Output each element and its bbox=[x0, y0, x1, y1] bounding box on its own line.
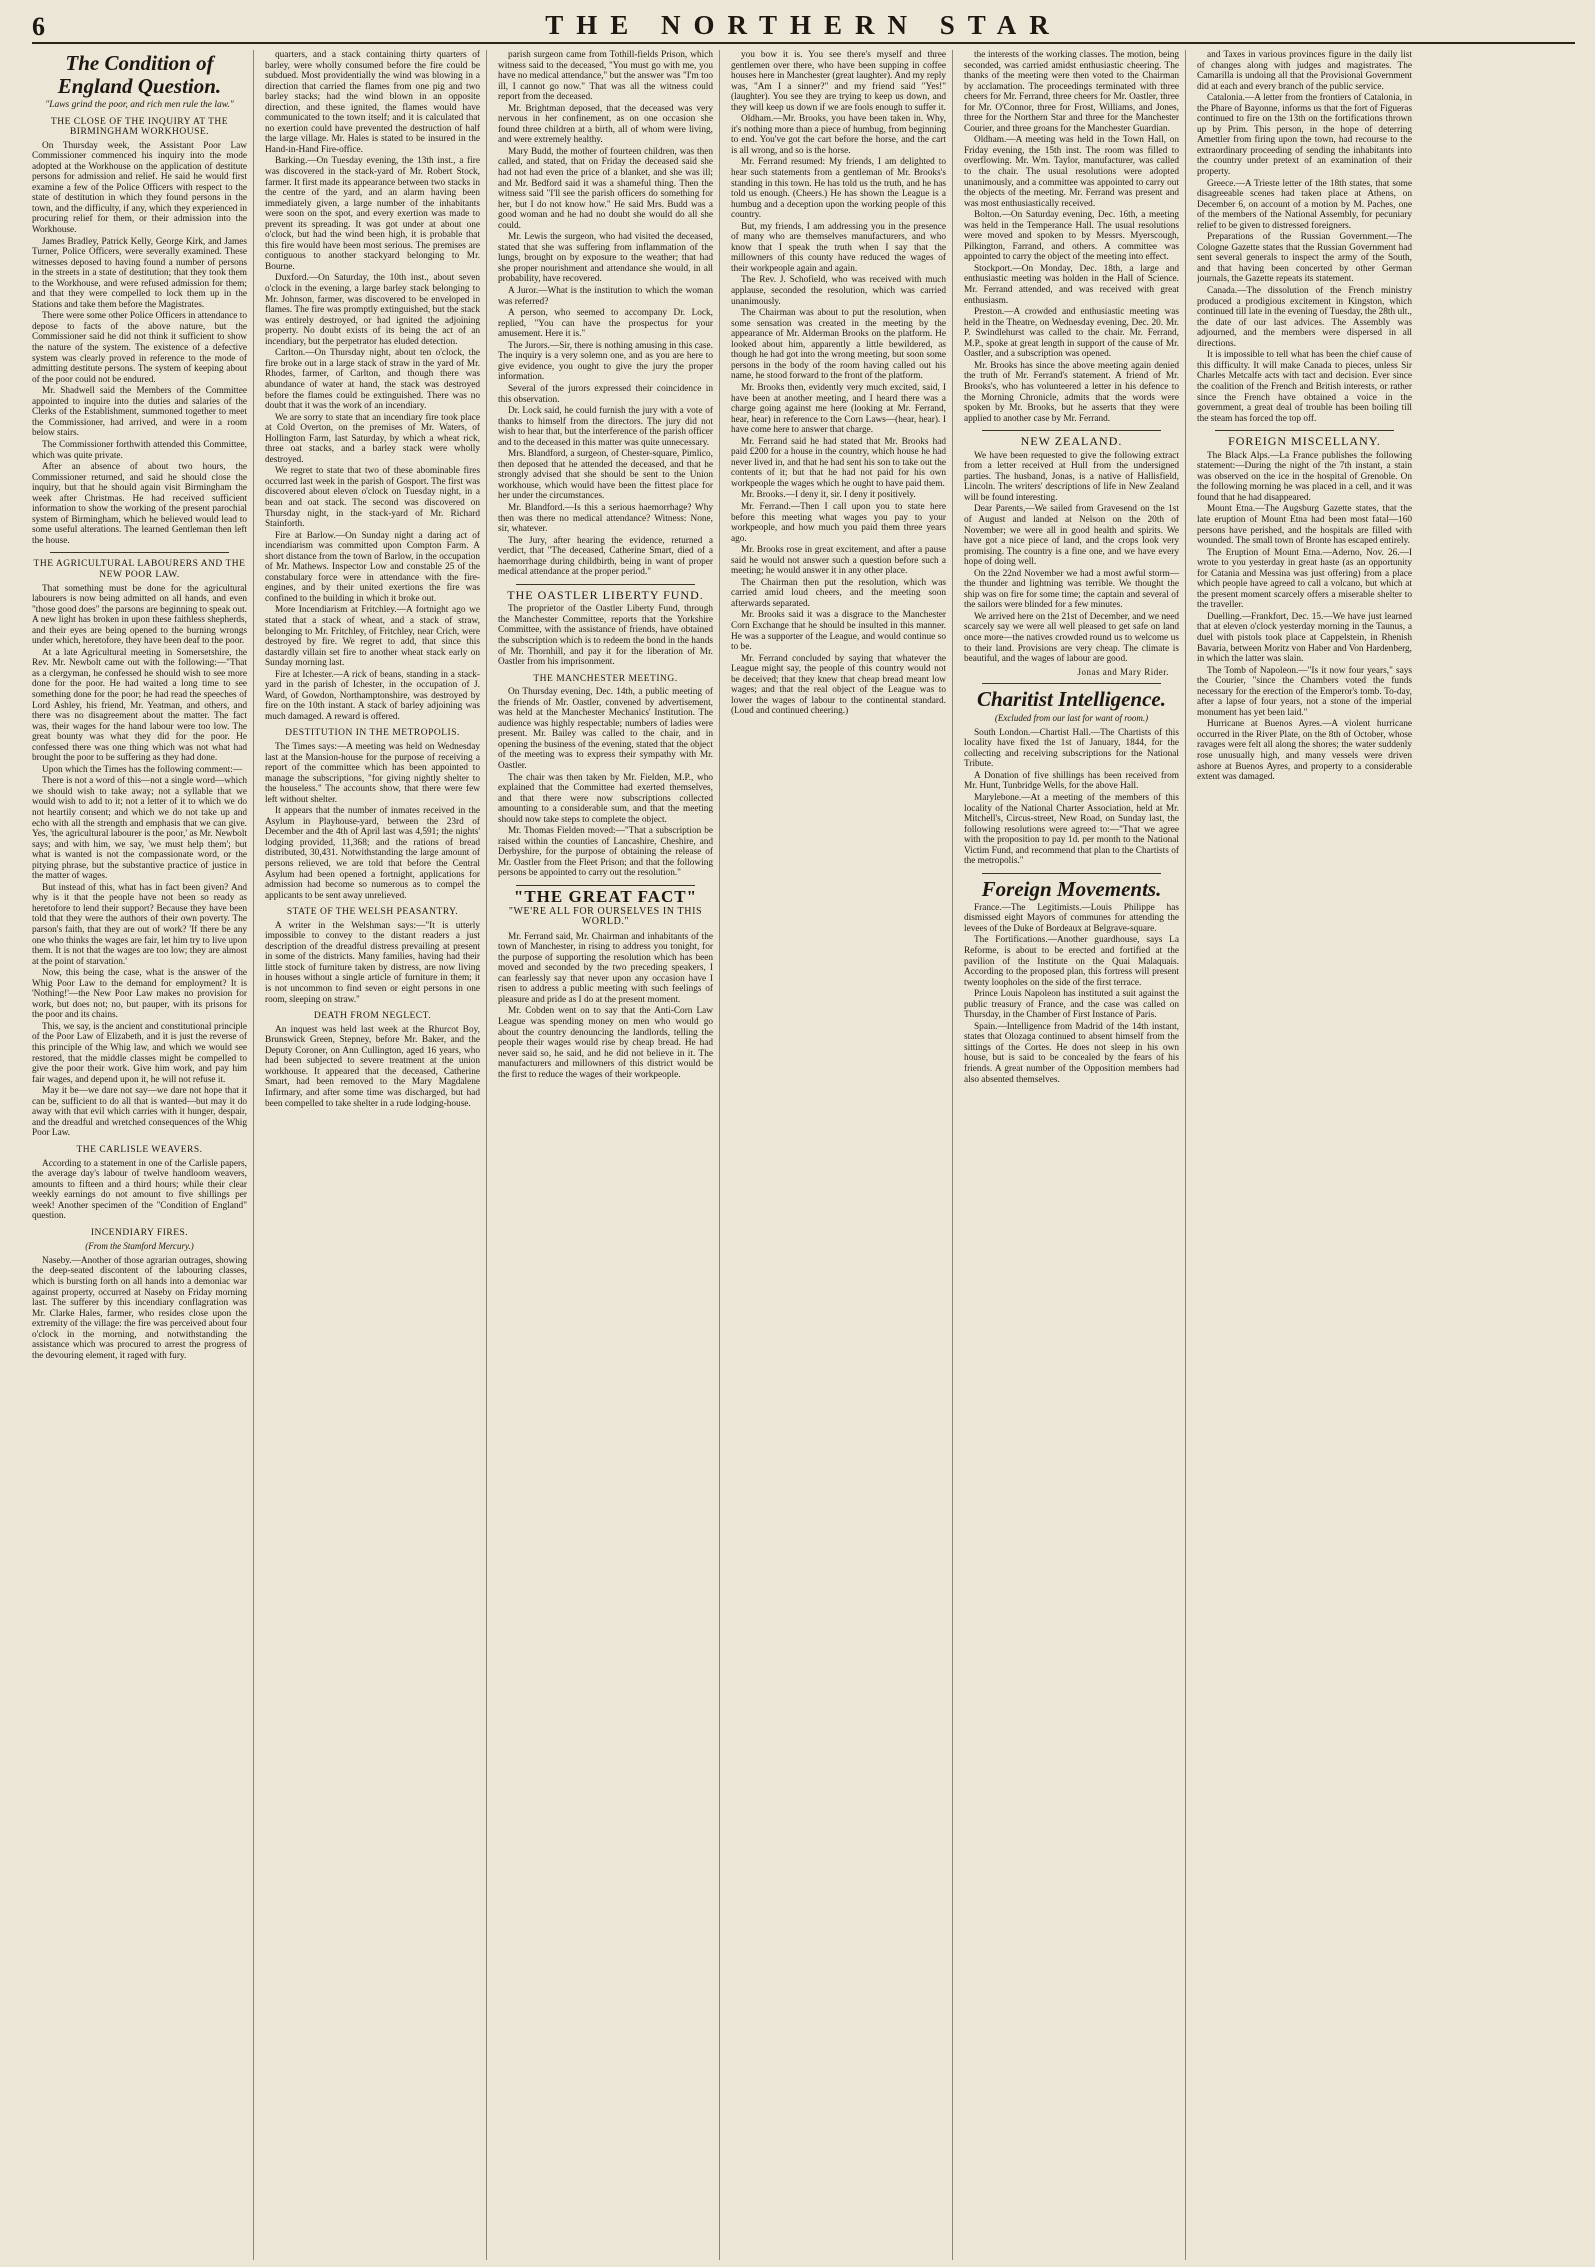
article-subhead: DEATH FROM NEGLECT. bbox=[313, 1011, 432, 1022]
paragraph: An inquest was held last week at the Rhurcot Boy, Brunswick Green, Stepney, before Mr. Baker, and the Deputy Coroner, on Ann Cullington, aged 16 years, who had been subjected to severe treatment at the union workhouse. It appeared that the deceased, Catherine Smart, had been removed to the Mary Magdalene Infirmary, and after some time was discharged, but had been compelled to take shelter in a rude lodging-house. bbox=[265, 1024, 480, 1109]
divider bbox=[982, 873, 1161, 874]
paragraph: Mr. Cobden went on to say that the Anti-Corn Law League was spending money on men who would go about the country denouncing the landlords, telling the people their wages would rise by cheap bread. He had never said so, he said, and he did not believe in it. The manufacturers and millowners of this district would be the first to reduce the wages of their workpeople. bbox=[498, 1006, 713, 1080]
section-heading: Foreign Movements. bbox=[981, 876, 1162, 901]
paragraph: But, my friends, I am addressing you in the presence of many who are themselves manufacturers, and who know that I speak the truth when I say that the millowners of this county have reduced the wages of their workpeople again and again. bbox=[731, 221, 946, 274]
paragraph: Marylebone.—At a meeting of the members of this locality of the National Charter Association, held at Mr. Mitchell's, Circus-street, New Road, on Sunday last, the following resolutions were agreed to:—"That we agree with the proposition to pay 1d. per month to the National Victim Fund, and recommend that plan to the Chartists of the metropolis." bbox=[964, 793, 1179, 867]
article-title: FOREIGN MISCELLANY. bbox=[1228, 434, 1381, 449]
paragraph: Naseby.—Another of those agrarian outrages, showing the deep-seated discontent of the labouring classes, which is bursting forth on all hands into a demoniac war against property, occurred at Naseby on Friday morning last. The sufferer by this incendiary conflagration was Mr. Clarke Hales, farmer, who resides close upon the extremity of the village: the fire was perceived about four o'clock in the morning, and notwithstanding the assistance which was procured to arrest the progress of the devouring element, it raged with fury. bbox=[32, 1255, 247, 1361]
paragraph: More Incendiarism at Fritchley.—A fortnight ago we stated that a stack of wheat, and a stack of straw, belonging to Mr. Fritchley, of Fritchley, near Crich, were destroyed by fire. We regret to add, that since this dastardly villain set fire to another wheat stack early on Sunday morning last. bbox=[265, 605, 480, 669]
paragraph: After an absence of about two hours, the Commissioner returned, and said he should close the inquiry, but that he should again visit Birmingham the week after Christmas. He had received sufficient information to show the working of the present parochial system of Birmingham, which he believed would lead to some useful alterations. The learned Gentleman then left the house. bbox=[32, 462, 247, 546]
article-subtitle: "WE'RE ALL FOR OURSELVES IN THIS WORLD." bbox=[508, 905, 703, 928]
paragraph: We are sorry to state that an incendiary fire took place at Cold Overton, on the premises of Mr. Waters, of Hollington Farm, last Saturday, by which a wheat rick, three oat stacks, and a barley stack were wholly destroyed. bbox=[265, 412, 480, 465]
masthead bbox=[32, 10, 1575, 44]
paragraph: Mr. Blandford.—Is this a serious haemorrhage? Why then was there no medical attendance? Witness: None, sir, whatever. bbox=[498, 502, 713, 535]
paragraph: Oldham.—A meeting was held in the Town Hall, on Friday evening, the 15th inst. The room was filled to overflowing. Mr. Wm. Taylor, manufacturer, was called to the chair. The usual resolutions were adopted unanimously, and a committee was appointed to carry out the objects of the meeting. Mr. Ferrand was present and was most enthusiastically received. bbox=[964, 135, 1179, 209]
paragraph: Now, this being the case, what is the answer of the Whig Poor Law to the demand for employment? It is 'Nothing!'—the New Poor Law makes no provision for work, but does not; no, but pauper, with its prisons for the poor and its chains. bbox=[32, 968, 247, 1021]
paragraph: A writer in the Welshman says:—"It is utterly impossible to convey to the distant readers a just description of the dreadful distress prevailing at present in some of the districts. Many families, having had their little stock of furniture taken by distress, are now living in houses without a single article of furniture in them; it is not uncommon to find seven or eight persons in one room, sleeping on straw." bbox=[265, 920, 480, 1005]
paragraph: Upon which the Times has the following comment:— bbox=[42, 764, 243, 775]
article-subhead: DESTITUTION IN THE METROPOLIS. bbox=[285, 728, 460, 739]
divider bbox=[1215, 430, 1394, 431]
paragraph: We arrived here on the 21st of December, and we need scarcely say we were all well pleased to get safe on land once more—the natives crowded round us to welcome us to their land. Provisions are very cheap. The climate is beautiful, and the wages of labour are good. bbox=[964, 611, 1179, 665]
paragraph: Duelling.—Frankfort, Dec. 15.—We have just learned that at eleven o'clock yesterday morning in the Taunus, a duel with pistols took place at Cappelstein, in Rhenish Bavaria, between Moritz von Haber and Von Hardenberg, in which the latter was slain. bbox=[1197, 611, 1412, 665]
column-4 bbox=[731, 50, 953, 2260]
article-subhead: THE MANCHESTER MEETING. bbox=[533, 673, 678, 684]
paragraph: Mr. Ferrand.—Then I call upon you to state here before this meeting what wages you pay to your workpeople, and how much you paid them three years ago. bbox=[731, 501, 946, 544]
paragraph: Mr. Lewis the surgeon, who had visited the deceased, stated that she was suffering from inflammation of the lungs, brought on by exposure to the weather; that had she proper nourishment and attendance she would, in all probability, have recovered. bbox=[498, 232, 713, 285]
paragraph: According to a statement in one of the Carlisle papers, the average day's labour of twelve handloom weavers, amounts to fifteen and a third hours; while their clear weekly earnings do not amount to five shillings per week! Another specimen of the "Condition of England" question. bbox=[32, 1158, 247, 1222]
paragraph: Prince Louis Napoleon has instituted a suit against the public treasury of France, and the case was called on Thursday, in the Chamber of First Instance of Paris. bbox=[964, 989, 1179, 1021]
paragraph: We have been requested to give the following extract from a letter received at Hull from the undersigned parties. The husband, Jonas, is a native of Hallisfield, Lincoln. The writers' descriptions of life in New Zealand will be found interesting. bbox=[964, 450, 1179, 503]
paragraph: Mount Etna.—The Augsburg Gazette states, that the late eruption of Mount Etna had been most fatal—160 persons have perished, and the hospitals are filled with wounded. The small town of Bronte has escaped entirely. bbox=[1197, 504, 1412, 547]
paragraph: Mary Budd, the mother of fourteen children, was then called, and stated, that on Friday the deceased said she had not had even the price of a blanket, and she was ill; and Mr. Bedford said it was a shameful thing. Then the witness said "I'll see the parish officers do something for her, but I do not know how." He said Mrs. Budd was a good woman and he had no doubt she would do all she could. bbox=[498, 146, 713, 231]
divider bbox=[50, 552, 229, 553]
article-title: THE OASTLER LIBERTY FUND. bbox=[507, 587, 704, 602]
motto: "Laws grind the poor, and rich men rule the law." bbox=[45, 100, 234, 110]
paragraph: Mr. Ferrand concluded by saying that whatever the League might say, the people of this country would not be deceived; that they knew that cheap bread meant low wages; and that the real object of the League was to lower the wages of labour to the continental standard. (Loud and continued cheering.) bbox=[731, 653, 946, 717]
paragraph: France.—The Legitimists.—Louis Philippe has dismissed eight Mayors of communes for attending the levees of the Duke of Bordeaux at Belgrave-square. bbox=[964, 902, 1179, 934]
paragraph: A Juror.—What is the institution to which the woman was referred? bbox=[498, 286, 713, 307]
page-number: 6 bbox=[32, 12, 45, 41]
paragraph: Mr. Shadwell said the Members of the Committee appointed to inquire into the duties and salaries of the Clerks of the Establishment, summoned together to meet the Commissioner, had arrived, and were in a room below stairs. bbox=[32, 386, 247, 439]
paragraph: The Times says:—A meeting was held on Wednesday last at the Mansion-house for the purpose of receiving a report of the committee which has been appointed to manage the subscriptions, "for giving nightly shelter to the houseless." The accounts show, that there were few left without shelter. bbox=[265, 742, 480, 805]
paragraph: Mr. Brooks said it was a disgrace to the Manchester Corn Exchange that he should be insulted in this manner. He was a supporter of the League, and would continue so to be. bbox=[731, 610, 946, 653]
paragraph: On Thursday evening, Dec. 14th, a public meeting of the friends of Mr. Oastler, convened by advertisement, was held at the Manchester Mechanics' Institution. The audience was highly respectable; numbers of ladies were present. Mr. Bailey was called to the chair, and in opening the business of the evening, stated that the object of the meeting was to express their sympathy with Mr. Oastler. bbox=[498, 687, 713, 771]
article-title: NEW ZEALAND. bbox=[1020, 434, 1123, 449]
paragraph: Hurricane at Buenos Ayres.—A violent hurricane occurred in the River Plate, on the 8th of October, whose ravages were felt all along the shores; the water suddenly rose unusually high, and many vessels were driven ashore at Buenos Ayres, and property to a considerable extent was damaged. bbox=[1197, 719, 1412, 783]
paragraph: Mr. Ferrand said he had stated that Mr. Brooks had paid £200 for a house in the country, which house he had never lived in, and that he had sent his son to take out the contents of it; but that he had not paid for his own workpeople the wages which he ought to have paid them. bbox=[731, 436, 946, 489]
column-5 bbox=[964, 50, 1186, 2260]
section-heading: The Condition of England Question. bbox=[57, 51, 222, 98]
paragraph: Carlton.—On Thursday night, about ten o'clock, the fire broke out in a large stack of straw in the yard of Mr. Rhodes, farmer, of Carlton, and though there was abundance of water at hand, the stack was destroyed before the flames could be extinguished. There was no doubt that it was the work of an incendiary. bbox=[265, 348, 480, 412]
paragraph: Duxford.—On Saturday, the 10th inst., about seven o'clock in the evening, a large barley stack belonging to Mr. Johnson, farmer, was discovered to be enveloped in flames. The fire was promptly extinguished, but the stack was entirely destroyed, or had ignited the adjoining property. No doubt exists of its being the act of an incendiary, but the perpetrator has eluded detection. bbox=[265, 273, 480, 347]
article-subhead: THE CLOSE OF THE INQUIRY AT THE BIRMINGHAM WORKHOUSE. bbox=[50, 116, 229, 138]
divider bbox=[982, 430, 1161, 431]
paragraph: Mr. Thomas Fielden moved:—"That a subscription be raised within the counties of Lancashire, Cheshire, and Derbyshire, for the purpose of obtaining the release of Mr. Oastler from the Fleet Prison; and that the following persons be appointed to carry out the resolution." bbox=[498, 826, 713, 879]
newspaper-title: THE NORTHERN STAR bbox=[545, 10, 1062, 40]
paragraph: quarters, and a stack containing thirty quarters of barley, were wholly consumed before the fire could be subdued. Most providentially the wind was blowing in a direction that carried the flames from one pig and two barley stacks; had the wind blown in an opposite direction, and these ignited, the flames would have communicated to the town itself; and it is calculated that no exertion could have prevented the destruction of half the large village. Mr. Hales is stated to be insured in the Hand-in-Hand Fire-office. bbox=[265, 50, 480, 155]
paragraph: Fire at Ichester.—A rick of beans, standing in a stack-yard in the parish of Ichester, in the occupation of J. Ward, of Gowdon, Northamptonshire, was destroyed by fire on the 10th instant. A stack of barley adjoining was much damaged. A reward is offered. bbox=[265, 669, 480, 722]
paragraph: A person, who seemed to accompany Dr. Lock, replied, "You can have the prospectus for your amusement. Here it is." bbox=[498, 308, 713, 340]
source-note: (From the Stamford Mercury.) bbox=[85, 1241, 194, 1252]
paragraph: The Commissioner forthwith attended this Committee, which was quite private. bbox=[32, 439, 247, 461]
paragraph: James Bradley, Patrick Kelly, George Kirk, and James Turner, Police Officers, were severally examined. These witnesses deposed to having found a number of persons in the streets in a state of destitution; that they took them to the Workhouse, and were refused admission for them; and that they were compelled to lock them up in the Stations and take them before the Magistrates. bbox=[32, 236, 247, 310]
paragraph: The Fortifications.—Another guardhouse, says La Reforme, is about to be erected and fortified at the pavilion of the Institute on the Quai Malaquais. According to the proposed plan, this fortress will present twenty loopholes on the side of the first terrace. bbox=[964, 935, 1179, 988]
paragraph: Mrs. Blandford, a surgeon, of Chester-square, Pimlico, then deposed that he attended the deceased, and that he strongly advised that she should be sent to the Union workhouse, which would have been the fittest place for her under the circumstances. bbox=[498, 449, 713, 502]
article-subhead: THE AGRICULTURAL LABOURERS AND THE NEW POOR LAW. bbox=[33, 559, 246, 580]
paragraph: you bow it is. You see there's myself and three gentlemen over there, who have been supping in coffee houses here in Manchester (great laughter). And my reply was, "Am I a sinner?" and my friend said "Yes!" (laughter). You see they are trying to keep us down, and they will keep us down if we are fools enough to suffer it. bbox=[731, 50, 946, 113]
paragraph: Several of the jurors expressed their coincidence in this observation. bbox=[498, 383, 713, 405]
column-1 bbox=[32, 50, 254, 2260]
paragraph: Dr. Lock said, he could furnish the jury with a vote of thanks to himself from the directors. The jury did not wish to hear that, but the interference of the parish officer and to the deceased in this matter was quite unnecessary. bbox=[498, 406, 713, 448]
paragraph: Greece.—A Trieste letter of the 18th states, that some disagreeable scenes had taken place at Athens, on December 6, on account of a motion by M. Paches, one of the members of the National Assembly, for pecuniary relief to be given to distressed foreigners. bbox=[1197, 178, 1412, 231]
paragraph: and Taxes in various provinces figure in the daily list of changes along with judges and magistrates. The Camarilla is undoing all that the Provisional Government did at each and every branch of the public service. bbox=[1197, 50, 1412, 92]
column-2 bbox=[265, 50, 487, 2260]
paragraph: But instead of this, what has in fact been given? And why is it that the people have not been so ready as heretofore to lend their support? Because they have been told that they were the authors of their own poverty. The parson's faith, that they are out of work? 'If there be any one who thinks the wages are fair, let him try to live upon them. It is not that the wages are too low; they are almost at the point of starvation.' bbox=[32, 882, 247, 967]
paragraph: The Jury, after hearing the evidence, returned a verdict, that "The deceased, Catherine Smart, died of a haemorrhage during childbirth, being in want of proper medical attendance at the proper period." bbox=[498, 535, 713, 578]
article-title: "THE GREAT FACT" bbox=[513, 887, 698, 907]
paragraph: Stockport.—On Monday, Dec. 18th, a large and enthusiastic meeting was holden in the Hall of Science. Mr. Ferrand attended, and was received with great enthusiasm. bbox=[964, 263, 1179, 306]
columns bbox=[32, 50, 1575, 2260]
section-heading: Charitist Intelligence. bbox=[976, 687, 1167, 712]
article-subhead: STATE OF THE WELSH PEASANTRY. bbox=[286, 907, 459, 918]
paragraph: The Jurors.—Sir, there is nothing amusing in this case. The inquiry is a very solemn one, and as you are here to give evidence, you ought to give the jury the proper information. bbox=[498, 340, 713, 383]
column-3 bbox=[498, 50, 720, 2260]
paragraph: On Thursday week, the Assistant Poor Law Commissioner commenced his inquiry into the mode adopted at the Workhouse on the application of destitute persons for admission and relief. He said he would first examine a few of the Police Officers with respect to the state of destitution in which they found persons in the town, and the difficulty, if any, which they experienced in procuring relief for them, or their admission into the Workhouse. bbox=[32, 140, 247, 236]
divider bbox=[982, 683, 1161, 684]
paragraph: There is not a word of this—not a single word—which we should wish to take away; not a syllable that we would wish to add to it; not a letter of it to which we do not heartily consent; and which we do not take up and echo with all the strength and emphasis that we can give. Yes, 'the agricultural labourer is the poor,' as Mr. Newbolt says; and with him, we say, 'we must help them'; but what is wanted is not the compassionate word, or the pitying phrase, but the substantive practice of justice in the matter of wages. bbox=[32, 776, 247, 882]
paragraph: Mr. Brooks then, evidently very much excited, said, I have been at another meeting, and I heard there was a charge going against me here (looking at Mr. Ferrand, hear, hear) in reference to the Corn Laws—(hear, hear). I have come here to answer that charge. bbox=[731, 382, 946, 436]
paragraph: Canada.—The dissolution of the French ministry produced a prodigious excitement in Kingston, which continued till late in the evening of Tuesday, the 28th ult., the date of our last advices. The Assembly was adjourned, and the members were dispersed in all directions. bbox=[1197, 286, 1412, 349]
paragraph: Fire at Barlow.—On Sunday night a daring act of incendiarism was committed upon Compton Farm. A short distance from the town of Barlow, in the occupation of Mr. Mathews. Inspector Low and constable 25 of the constabulary force were in attendance with the fire-engines, and by their united exertions the fire was confined to the building in which it broke out. bbox=[265, 530, 480, 604]
paragraph: the interests of the working classes. The motion, being seconded, was carried amidst enthusiastic cheering. The thanks of the meeting were then voted to the Chairman by acclamation. The proceedings terminated with three cheers for Mr. Ferrand, three cheers for Mr. Oastler, three for Mr. O'Connor, three for Frost, Williams, and Jones, three for the Northern Star and three for the Manchester Courier, and three groans for the Manchester Guardian. bbox=[964, 50, 1179, 134]
paragraph: Preston.—A crowded and enthusiastic meeting was held in the Theatre, on Wednesday evening, Dec. 20. Mr. P. Swindlehurst was called to the chair. Mr. Ferrand, M.P., spoke at great length in support of the cause of Mr. Oastler, and a subscription was opened. bbox=[964, 307, 1179, 360]
paragraph: Preparations of the Russian Government.—The Cologne Gazette states that the Russian Government had sent several generals to inspect the army of the South, and that having been concerted by other German journals, the Gazette repeats its statement. bbox=[1197, 232, 1412, 285]
paragraph: Catalonia.—A letter from the frontiers of Catalonia, in the Phare of Bayonne, informs us that the fort of Figueras continued to fire on the 13th on the fortifications thrown up by Prim. This person, in the hope of deterring Amettler from firing upon the town, had recourse to the extraordinary proceeding of sending the inhabitants into the country under pretext of an examination of their property. bbox=[1197, 93, 1412, 178]
paragraph: Mr. Ferrand said, Mr. Chairman and inhabitants of the town of Manchester, in rising to address you tonight, for the purpose of supporting the resolution which has been moved and seconded by the two preceding speakers, I can fearlessly say that never upon any occasion have I risen to address a public meeting with such feelings of pleasure and pride as I do at the present moment. bbox=[498, 931, 713, 1005]
paragraph: A Donation of five shillings has been received from Mr. Hunt, Tunbridge Wells, for the above Hall. bbox=[964, 770, 1179, 792]
paragraph: Mr. Ferrand resumed: My friends, I am delighted to hear such statements from a gentleman of Mr. Brooks's standing in this town. He has told us the truth, and he has told us enough. (Cheers.) He has shown the League is a humbug and a deception upon the working people of this country. bbox=[731, 157, 946, 221]
column-6 bbox=[1197, 50, 1418, 2260]
paragraph: It appears that the number of inmates received in the Asylum in Playhouse-yard, between the 23rd of December and the 4th of April last was 4,591; the nights' lodging provided, 11,368; and the rations of bread distributed, 30,431. Notwithstanding the large amount of persons relieved, we are told that before the Central Asylum had been opened a fortnight, applications for admission had become so numerous as to compel the applicants to be sent away unrelieved. bbox=[265, 806, 480, 901]
paragraph: Barking.—On Tuesday evening, the 13th inst., a fire was discovered in the stack-yard of Mr. Robert Stock, farmer. It first made its appearance between two stacks in the centre of the yard, and an alarm having been immediately given, a large number of the inhabitants were soon on the spot, and every exertion was made to prevent its spreading. It was got under at about one o'clock, but had the wind been high, it is probable that this fire would have been most serious. The premises are contiguous to another stackyard belonging to Mr. Bourne. bbox=[265, 156, 480, 272]
paragraph: Mr. Brooks rose in great excitement, and after a pause said he would not answer such a question before such a meeting; he would answer it in any other place. bbox=[731, 545, 946, 577]
paragraph: The Eruption of Mount Etna.—Aderno, Nov. 26.—I wrote to you yesterday in great haste (as an opportunity for Catania and Messina was just offering) from a place which people have agreed to call a volcano, but which at the present moment scarcely offers a miserable shelter to the traveller. bbox=[1197, 547, 1412, 611]
paragraph: The chair was then taken by Mr. Fielden, M.P., who explained that the Committee had exerted themselves, and that there were now subscriptions collected amounting to a considerable sum, and that the meeting should now take steps to complete the object. bbox=[498, 772, 713, 825]
paragraph: The Chairman then put the resolution, which was carried amid loud cheers, and the meeting soon afterwards separated. bbox=[731, 577, 946, 609]
paragraph: We regret to state that two of these abominable fires occurred last week in the parish of Gosport. The first was discovered about eleven o'clock on Tuesday night, in a bean and oat stack. The second was discovered on Thursday night, in the stack-yard of Mr. Richard Stainforth. bbox=[265, 466, 480, 530]
paragraph: Dear Parents,—We sailed from Gravesend on the 1st of August and landed at Nelson on the 20th of November; we were all in good health and spirits. We have got a nice piece of land, and the crops look very promising. The country is a fine one, and we have every hope of doing well. bbox=[964, 504, 1179, 568]
paragraph: At a late Agricultural meeting in Somersetshire, the Rev. Mr. Newbolt came out with the following:—"That as a clergyman, he confessed he should wish to see more done for the poor. He had waited a long time to see something done for the poor; he had read the speeches of Lord Ashley, his friend, Mr. Yeatman, and others, and there was no disagreement about the matter. The fact was, their wages for the hand labour were too low. The great bounty was what they did for the poor. He confessed there was one thing which was not what had brought the poor to be suffering as they had done. bbox=[32, 647, 247, 764]
paragraph: Mr. Brooks has since the above meeting again denied the truth of Mr. Ferrand's statement. A friend of Mr. Brooks's, who has volunteered a letter in his defence to the Morning Chronicle, admits that the words were spoken by Mr. Brooks, but he asserts that they were applied to another case by Mr. Ferrand. bbox=[964, 360, 1179, 424]
paragraph: The Chairman was about to put the resolution, when some sensation was created in the meeting by the appearance of Mr. Alderman Brooks on the platform. He looked about him, apparently a little bewildered, as though he had got into the wrong meeting, but soon some persons in the body of the room having called out his name, he stood forward to the front of the platform. bbox=[731, 308, 946, 382]
signature: Jonas and Mary Rider. bbox=[1077, 666, 1169, 677]
article-subhead: THE CARLISLE WEAVERS. bbox=[76, 1144, 203, 1155]
divider bbox=[516, 885, 695, 886]
paragraph: That something must be done for the agricultural labourers is now being admitted on all hands, and even "those good does" the parsons are beginning to speak out. A new light has broken in upon these faithless shepherds, and their eyes are being opened to the burning wrongs under which, heretofore, they have been deaf to the poor. bbox=[32, 583, 247, 647]
article-subhead: INCENDIARY FIRES. bbox=[90, 1227, 189, 1238]
paragraph: May it be—we dare not say—we dare not hope that it can be, sufficient to do all that is wanted—but may it do away with that evil which carries with it hunger, despair, and the dreadful and wretched consequences of the Whig Poor Law. bbox=[32, 1086, 247, 1139]
divider bbox=[516, 584, 695, 585]
section-note: (Excluded from our last for want of room.) bbox=[994, 713, 1149, 724]
paragraph: Mr. Brightman deposed, that the deceased was very nervous in her confinement, as on one occasion she found three children at a birth, all of whom were living, and were extremely healthy. bbox=[498, 103, 713, 146]
paragraph: The proprietor of the Oastler Liberty Fund, through the Manchester Committee, reports that the Yorkshire Committee, with the assistance of friends, have obtained the subscription which is to redeem the bond in the hands of Mr. Thornhill, and pay it for the liberation of Mr. Oastler from his imprisonment. bbox=[498, 604, 713, 668]
paragraph: There were some other Police Officers in attendance to depose to facts of the above nature, but the Commissioner said he did not think it sufficient to show the nature of the system. The existence of a defective system was clearly proved in reference to the mode of admitting destitute persons. The system of keeping about of the poor could not be endured. bbox=[32, 311, 247, 385]
paragraph: parish surgeon came from Tothill-fields Prison, which witness said to the deceased, "You must go with me, you have no medical attendance," but the answer was "I'm too ill, I cannot go now." That was all the witness could report from the deceased. bbox=[498, 50, 713, 103]
paragraph: Spain.—Intelligence from Madrid of the 14th instant, states that Olozaga continued to absent himself from the sittings of the Cortes. He does not sleep in his own house, but is said to be concealed by the fears of his friends. A great number of the Opposition members had also absented themselves. bbox=[964, 1021, 1179, 1085]
paragraph: Bolton.—On Saturday evening, Dec. 16th, a meeting was held in the Temperance Hall. The usual resolutions were moved and spoken to by Messrs. Myerscough, Pilkington, Farrand, and others. A committee was appointed to carry the object of the meeting into effect. bbox=[964, 210, 1179, 263]
paragraph: The Rev. J. Schofield, who was received with much applause, seconded the resolution, which was carried unanimously. bbox=[731, 275, 946, 307]
paragraph: South London.—Chartist Hall.—The Chartists of this locality have fixed the 1st of January, 1844, for the collecting and receiving subscriptions for the National Tribute. bbox=[964, 727, 1179, 770]
paragraph: This, we say, is the ancient and constitutional principle of the Poor Law of Elizabeth, and it is just the reverse of this principle of the Whig law, and which we would see restored, that the middle classes might be compelled to give the poor their work. Give him work, and pay him fair wages, and depend upon it, he will not refuse it. bbox=[32, 1021, 247, 1085]
paragraph: The Tomb of Napoleon.—"Is it now four years," says the Courier, "since the Chambers voted the funds necessary for the erection of the Emperor's tomb. To-day, after a lapse of four years, not a stone of the imperial monument has yet been laid." bbox=[1197, 665, 1412, 718]
paragraph: It is impossible to tell what has been the chief cause of this difficulty. It will make Canada to pieces, unless Sir Charles Metcalfe acts with tact and decision. Ever since the coalition of the French and British interests, or rather since the French have obtained a voice in the government, a great deal of trouble has been boiling till the steam has forced the top off. bbox=[1197, 350, 1412, 424]
paragraph: On the 22nd November we had a most awful storm—the thunder and lightning was terrible. We thought the ship was on fire for some time; the captain and several of the sailors were blinded for a few minutes. bbox=[964, 568, 1179, 611]
paragraph: Mr. Brooks.—I deny it, sir. I deny it positively. bbox=[741, 490, 916, 501]
paragraph: The Black Alps.—La France publishes the following statement:—During the night of the 7th instant, a stain was observed on the ice in the hospital of Grenoble. On the following morning he was placed in a cell, and it was found that he had disappeared. bbox=[1197, 450, 1412, 503]
paragraph: Oldham.—Mr. Brooks, you have been taken in. Why, it's nothing more than a piece of humbug, from beginning to end. You've got the cart before the horse, and the cart is all wrong, and so is the horse. bbox=[731, 114, 946, 156]
